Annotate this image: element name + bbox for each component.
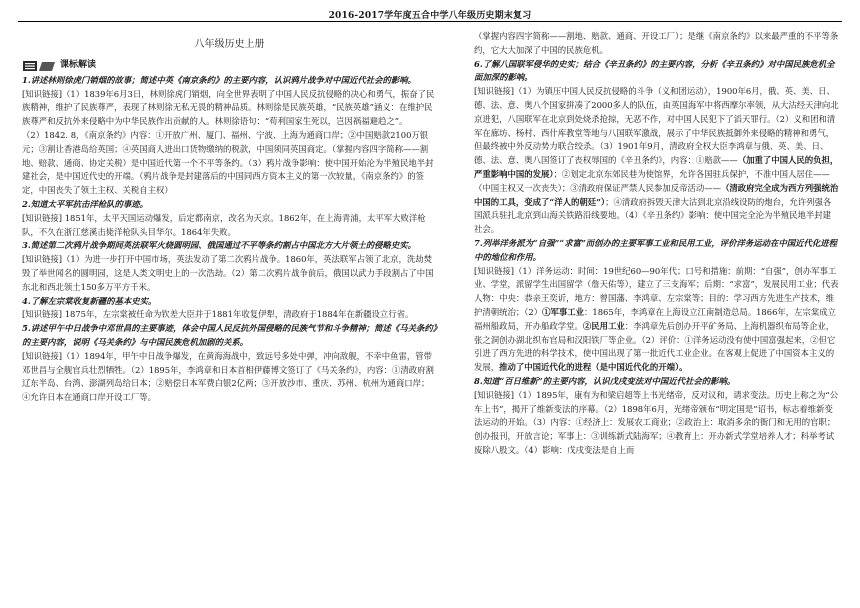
answer-6	[474, 85, 839, 237]
question-2: 2.知道太平军抗击洋枪队的事迹。	[22, 198, 148, 209]
answer-5: [知识链接]（1）1894年，甲午中日战争爆发，在黄海海战中，致远号多处中弹，冲向敌舰，不幸中鱼雷，管带邓世昌与全舰官兵壮烈牺牲。（2）1895年，李鸿章和日本首相伊藤博文签订了《马关条约》，内容：①清政府割辽东半岛、台湾、澎湖列岛给日本；②赔偿日本军费白银2亿两；③开放沙市、重庆、苏州、杭州为通商口岸；④允许日本在通商口岸开设工厂等。	[22, 350, 434, 403]
left-column	[22, 30, 437, 405]
question-8: 8.知道“百日维新”的主要内容，认识戊戌变法对中国近代社会的影响。	[474, 375, 736, 386]
answer-6-emphasis-2: （清政府完全成为西方列强统治中国的工具，变成了“洋人的朝廷”）	[474, 182, 839, 207]
question-4: 4.了解左宗棠收复新疆的基本史实。	[22, 295, 157, 306]
question-7: 7.列举洋务派为“自强”“求富”而创办的主要军事工业和民用工业，评价洋务运动在中国近代化进程中的地位和作用。	[474, 237, 838, 262]
answer-7	[474, 265, 839, 375]
answer-7-text-b: ：1865年，李鸿章在上海设立江南制造总局。1866年，左宗棠成立福州船政局，开办船政学堂。	[474, 306, 837, 331]
answer-6-text-a: [知识链接]（1）为镇压中国人民反抗侵略的斗争（义和团运动），1900年6月，俄、英、美、日、德、法、意、奥八个国家拼凑了2000多人的队伍，由英国海军中将西摩尔率领，从大沽经天津向北京进犯，八国联军在北京到处烧杀抢掠，无恶不作，对中国人民犯下了滔天罪行。（2）义和团和清军在廊坊、杨村、西什库教堂等地与八国联军激战，展示了中华民族抵御外来侵略的精神和勇气，但最终被中外反动势力联合绞杀。（3）1901年9月，清政府全权大臣李鸿章与俄、英、美、日、德、法、意、奥八国签订了丧权辱国的《辛丑条约》，内容：①赔款——	[474, 86, 839, 166]
answer-1a: [知识链接]（1）1839年6月3日，林则徐虎门销烟，向全世界表明了中国人民反抗侵略的决心和勇气，振奋了民族精神，维护了民族尊严，表现了林则徐无私无畏的精神品质。林则徐是民族英雄，“民族英雄”涵义：在维护民族尊严和反抗外来侵略中为中华民族作出贡献的人。林则徐语句：“苟利国家生死以，岂因祸福避趋之”。	[22, 88, 435, 127]
answer-8: [知识链接]（1）1895年，康有为和梁启超等上书光绪帝，反对议和，请求变法。历史上称之为“公车上书”，揭开了维新变法的序幕。（2）1898年6月，光绪帝颁布“明定国是”诏书，标志着维新变法运动的开始。（3）内容：①经济上：发展农工商业；②政治上：取消多余的衙门和无用的官职；创办报刊，开放言论；军事上：③训练新式陆海军；④教育上：开办新式学堂培养人才；科举考试废除八股文。（4）影响：戊戌变法是自上而	[474, 389, 839, 455]
answer-6-emphasis-1: （加重了中国人民的负担，严重影响中国的发展）	[474, 155, 839, 179]
answer-5-continued: （掌握内容四字简称——割地、赔款、通商、开设工厂）；是继《南京条约》以来最严重的不平等条约，它大大加深了中国的民族危机。	[474, 31, 839, 55]
document-title: 八年级历史上册	[194, 39, 265, 50]
answer-7-text-c: ：李鸿章先后创办开平矿务局、上海机器织布局等企业，张之洞创办湖北织布官局和汉阳铁厂等企业。（2）评价：①洋务运动没有使中国富强起来，②但它引进了西方先进的科学技术，使中国出现了第一批近代工业企业。在客观上促进了中国资本主义的发展，	[474, 320, 836, 373]
question-1: 1.讲述林则徐虎门销烟的故事；简述中英《南京条约》的主要内容，认识鸦片战争对中国近代社会的影响。	[22, 74, 416, 85]
question-6: 6.了解八国联军侵华的史实；结合《辛丑条约》的主要内容，分析《辛丑条约》对中国民族危机全面加深的影响。	[474, 58, 835, 83]
answer-7-text-a: [知识链接]（1）洋务运动：时间：19世纪60—90年代；口号和措施：前期：“自强”，创办军事工业、学堂，派留学生出国留学（詹天佑等），建立了三支海军；后期：“求富”，发展民用工业；代表人物：中央：恭亲王奕䜣，地方：曾国藩、李鸿章、左宗棠等；目的：学习西方先进生产技术，维护清朝统治；（2）	[474, 265, 839, 317]
section-label: 课标解读	[60, 59, 97, 70]
answer-7-military: ①军事工业	[542, 306, 585, 317]
answer-6-text-b: ；②划定北京东郊民巷为使馆界，允许各国驻兵保护，不准中国人居住——（中国主权又一次丧失）；③清政府保证严禁人民参加反帝活动——	[474, 168, 830, 193]
answer-2: [知识链接] 1851年，太平天国运动爆发，后定都南京，改名为天京。1862年，在上海青浦，太平军大败洋枪队，不久在浙江慈溪击毙洋枪队头目华尔。1864年失败。	[22, 212, 426, 237]
section-heading	[22, 58, 437, 74]
answer-4: [知识链接] 1875年，左宗棠被任命为钦差大臣并于1881年收复伊犁，清政府于1884年在新疆设立行省。	[22, 309, 414, 320]
answer-3: [知识链接]（1）为进一步打开中国市场，英法发动了第二次鸦片战争。1860年，英法联军占领了北京，洗劫焚毁了举世闻名的圆明园，这是人类文明史上的一次浩劫。（2）第二次鸦片战争前后，俄国以武力手段割占了中国东北和西北领土150多万平方千米。	[22, 254, 434, 292]
answer-7-civil: ②民用工业	[582, 320, 625, 331]
page-header-title: 2016-2017学年度五合中学八年级历史期末复习	[328, 11, 532, 21]
question-3: 3.简述第二次鸦片战争期间英法联军火烧圆明园、俄国通过不平等条约割占中国北方大片领土的侵略史实。	[22, 240, 416, 251]
book-icon	[22, 59, 56, 72]
answer-1b: （2）1842. 8，《南京条约》内容：①开放广州、厦门、福州、宁波、上海为通商口岸；②中国赔款2100万银元；③割让香港岛给英国；④英国商人进出口货物缴纳的税款，中国须同英国商定。（掌握内容四字简称——割地、赔款、通商、协定关税）是中国近代第一个不平等条约。（3）鸦片战争影响：使中国开始沦为半殖民地半封建社会，是中国近代史的开端。（鸦片战争是封建落后的中国同西方资本主义的第一次较量，《南京条约》的签定，中国丧失了领土主权、关税自主权）	[22, 129, 434, 196]
page-header	[18, 2, 842, 22]
answer-6-text-c: ；④清政府拆毁天津大沽到北京沿线设防的炮台，允许列强各国派兵驻扎北京到山海关铁路沿线要地。（4）《辛丑条约》影响：使中国完全沦为半殖民地半封建社会。	[474, 196, 832, 235]
question-5: 5.讲述甲午中日战争中邓世昌的主要事迹，体会中国人民反抗外国侵略的民族气节和斗争精神；简述《马关条约》的主要内容，说明《马关条约》与中国民族危机加剧的关系。	[22, 323, 437, 347]
right-column	[474, 30, 839, 458]
answer-7-emphasis: 推动了中国近代化的进程（是中国近代化的开端）。	[499, 362, 688, 373]
header-rule	[18, 21, 842, 22]
